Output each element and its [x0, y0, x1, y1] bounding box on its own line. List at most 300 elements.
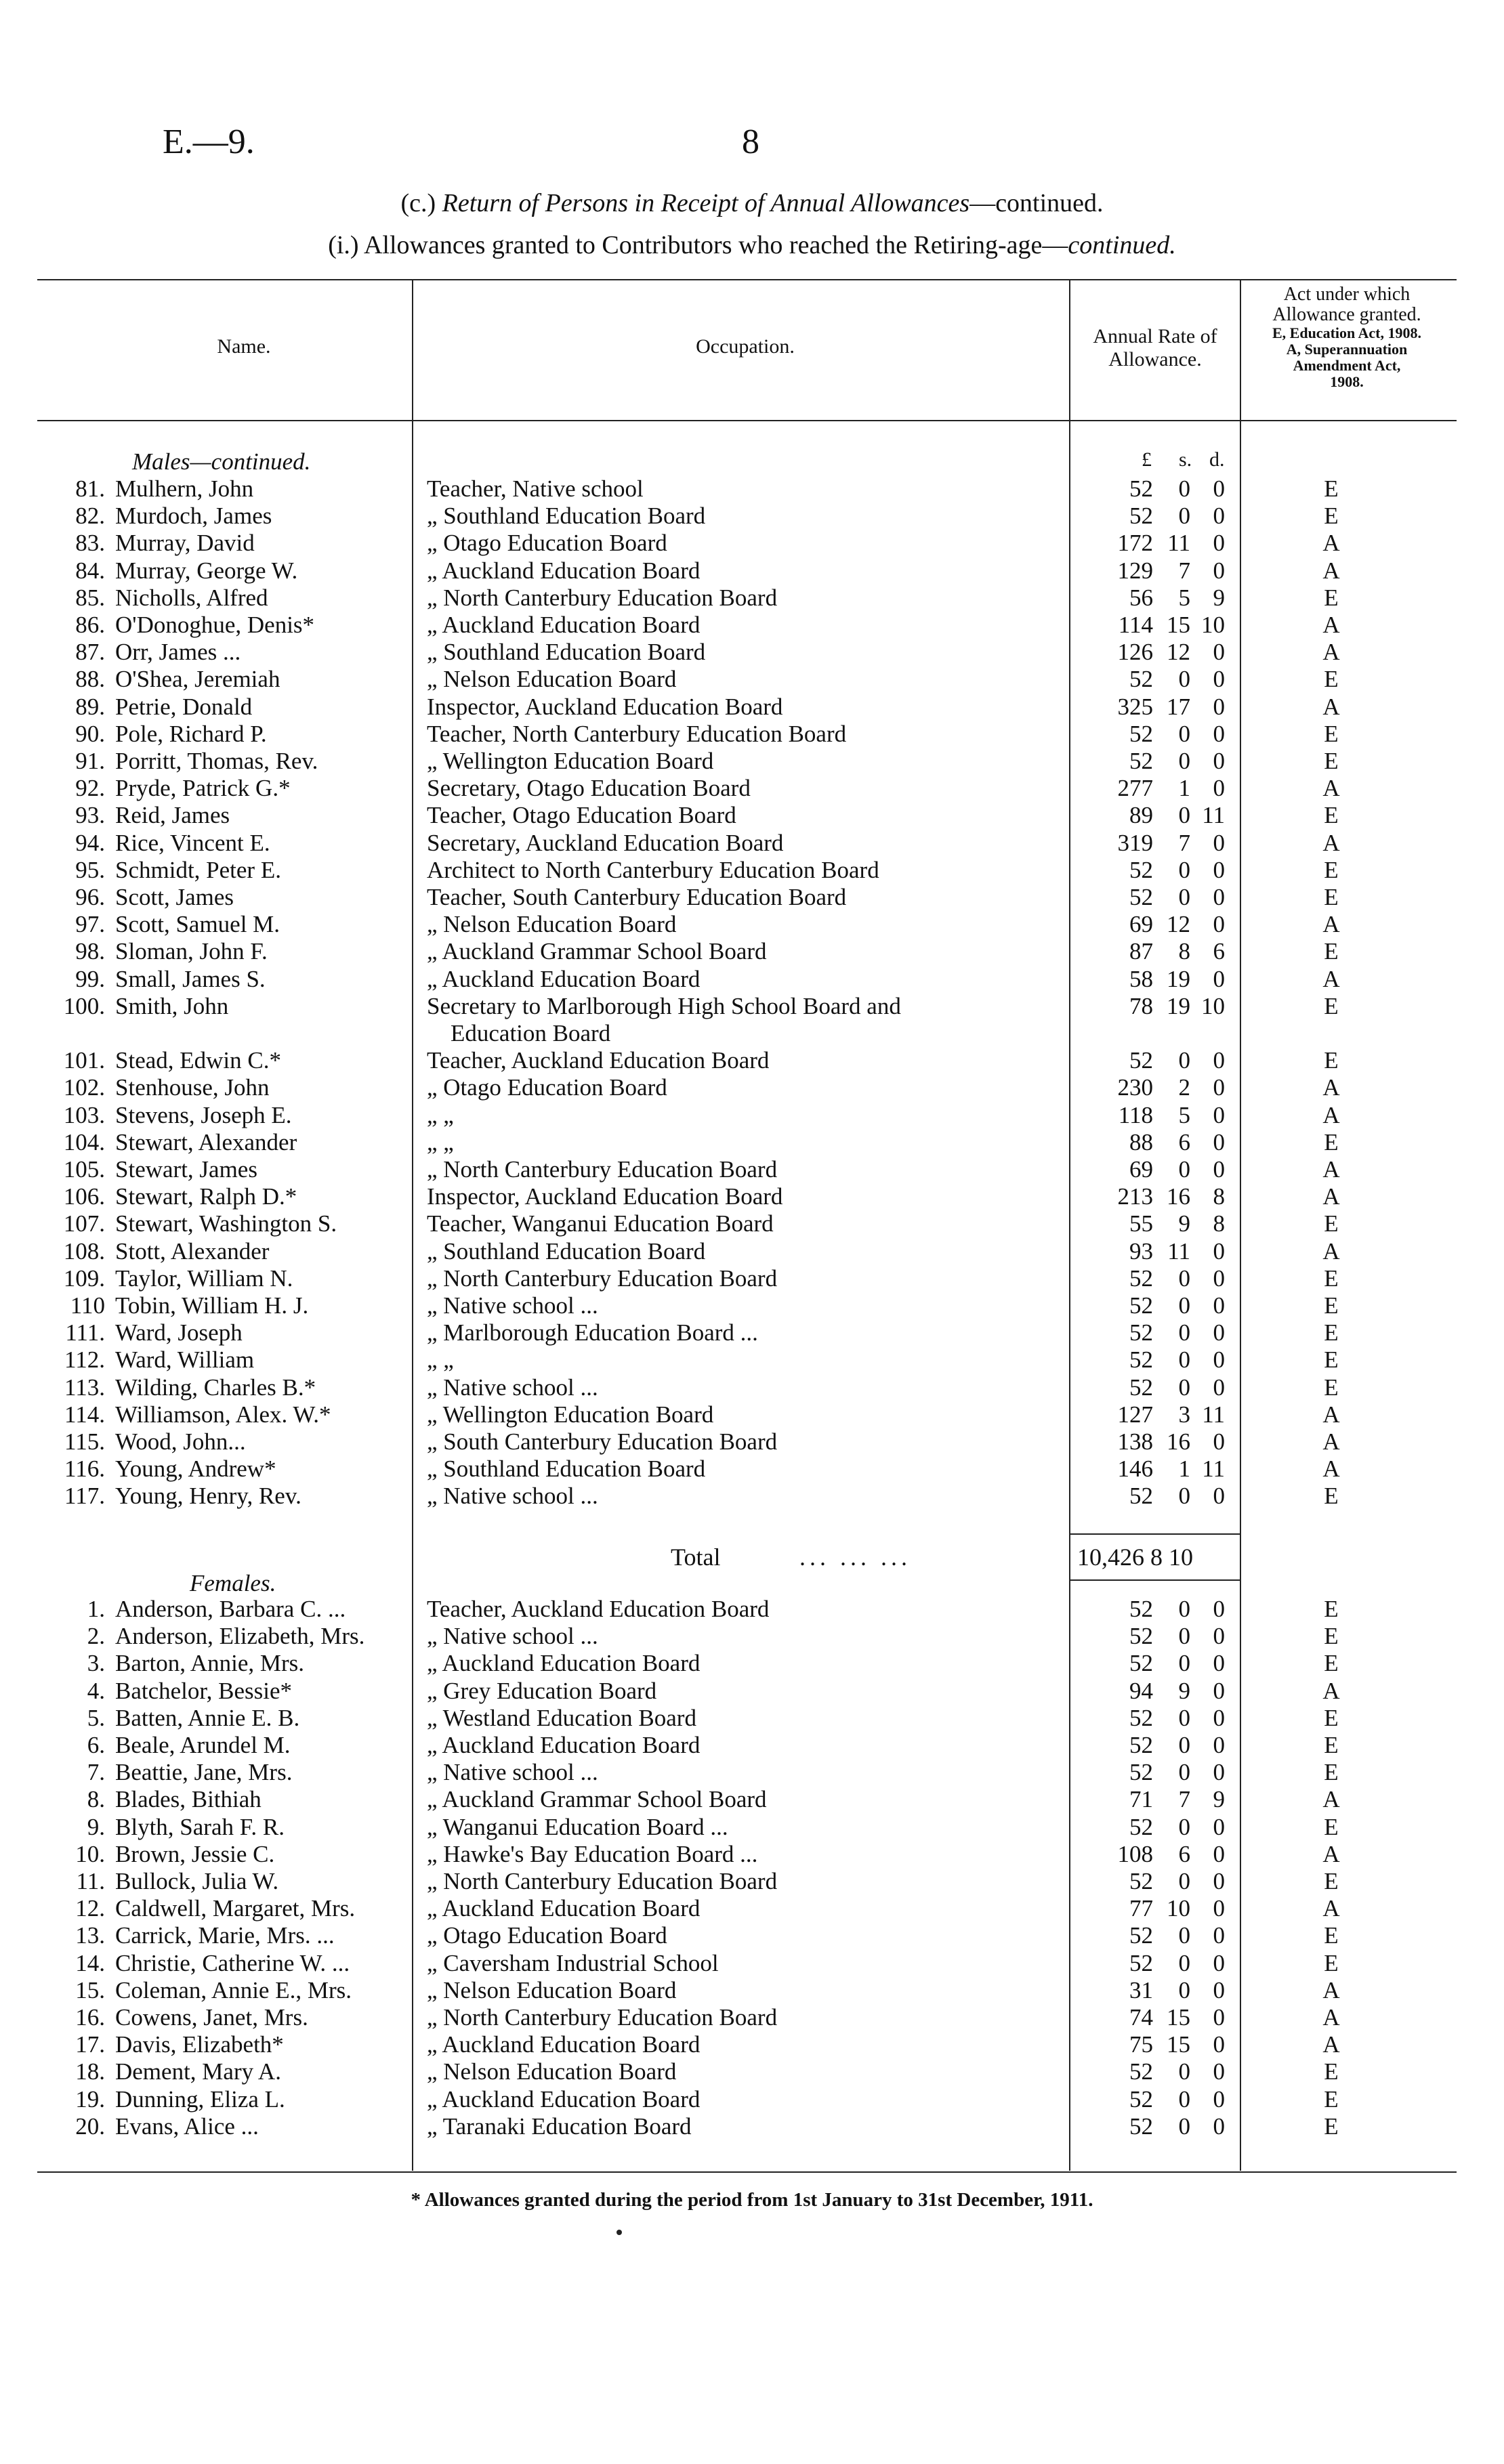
person-name: Stead, Edwin C.*	[115, 1047, 281, 1074]
table-row	[0, 1596, 1504, 1623]
person-name: Stewart, James	[115, 1156, 257, 1183]
row-number: 93.	[75, 802, 105, 829]
act-code: E	[1324, 1047, 1339, 1074]
person-name: Batten, Annie E. B.	[115, 1704, 300, 1731]
row-number: 90.	[75, 720, 105, 747]
occupation: „ North Canterbury Education Board	[427, 584, 778, 611]
allowance-pounds: 230	[1117, 1074, 1153, 1101]
allowance-pence: 0	[1213, 775, 1225, 802]
total-bottom-rule	[1070, 1579, 1240, 1581]
allowance-pence: 0	[1213, 666, 1225, 693]
allowance-shillings: 0	[1178, 1949, 1190, 1976]
allowance-pounds: 108	[1117, 1840, 1153, 1867]
occupation: „ Native school ...	[427, 1623, 598, 1650]
row-number: 106.	[63, 1183, 105, 1210]
occupation: Secretary to Marlborough High School Board and	[427, 992, 901, 1019]
occupation: Teacher, Native school	[427, 475, 644, 502]
row-number: 111.	[65, 1319, 105, 1346]
table-row	[0, 1456, 1504, 1483]
row-number: 94.	[75, 829, 105, 856]
person-name: Pole, Richard P.	[115, 720, 267, 747]
occupation: Teacher, Wanganui Education Board	[427, 1210, 774, 1237]
table-row	[0, 1868, 1504, 1895]
rate-header-line2: Allowance.	[1108, 348, 1202, 370]
allowance-pence: 0	[1213, 720, 1225, 747]
table-row	[0, 503, 1504, 530]
allowance-pence: 0	[1213, 1265, 1225, 1292]
allowance-pounds: 52	[1129, 1732, 1153, 1758]
allowance-shillings: 0	[1178, 503, 1190, 530]
act-code: E	[1324, 1374, 1339, 1401]
row-number: 97.	[75, 911, 105, 938]
table-row	[0, 911, 1504, 938]
allowance-pence: 10	[1201, 992, 1225, 1019]
column-header-occupation: Occupation.	[696, 335, 795, 358]
occupation: „ Southland Education Board	[427, 1237, 706, 1265]
table-row	[0, 639, 1504, 666]
person-name: Mulhern, John	[115, 475, 254, 502]
allowance-shillings: 0	[1178, 1319, 1190, 1346]
act-code: A	[1322, 911, 1340, 938]
act-code: A	[1322, 1895, 1340, 1922]
allowance-shillings: 17	[1167, 693, 1190, 720]
person-name: Caldwell, Margaret, Mrs.	[115, 1895, 356, 1922]
allowance-pence: 0	[1213, 1237, 1225, 1265]
person-name: Young, Andrew*	[115, 1456, 276, 1483]
allowance-shillings: 0	[1178, 1047, 1190, 1074]
allowance-pounds: 52	[1129, 2058, 1153, 2085]
occupation: „ Auckland Education Board	[427, 1732, 701, 1758]
row-number: 83.	[75, 530, 105, 557]
occupation: „ North Canterbury Education Board	[427, 2004, 778, 2031]
row-number: 102.	[63, 1074, 105, 1101]
row-number: 107.	[63, 1210, 105, 1237]
occupation: „ Auckland Education Board	[427, 965, 701, 992]
person-name: Brown, Jessie C.	[115, 1840, 275, 1867]
person-name: Stevens, Joseph E.	[115, 1101, 292, 1128]
act-code: A	[1322, 1840, 1340, 1867]
print-speck	[617, 2230, 622, 2235]
allowance-pence: 0	[1213, 884, 1225, 910]
allowance-pence: 0	[1213, 1428, 1225, 1455]
row-number: 109.	[63, 1265, 105, 1292]
person-name: Dement, Mary A.	[115, 2058, 281, 2085]
person-name: Nicholls, Alfred	[115, 584, 268, 611]
allowance-pounds: 52	[1129, 720, 1153, 747]
row-number: 17.	[75, 2031, 105, 2058]
row-number: 9.	[87, 1813, 105, 1840]
act-code: A	[1322, 1428, 1340, 1455]
table-row	[0, 666, 1504, 693]
act-code: A	[1322, 829, 1340, 856]
allowance-shillings: 19	[1167, 965, 1190, 992]
pounds-header: £	[1142, 448, 1152, 471]
act-code: A	[1322, 1677, 1340, 1704]
occupation: Architect to North Canterbury Education Board	[427, 856, 879, 883]
allowance-shillings: 0	[1178, 1596, 1190, 1622]
person-name: Blades, Bithiah	[115, 1786, 262, 1813]
allowance-pounds: 52	[1129, 2112, 1153, 2140]
table-row	[0, 802, 1504, 829]
allowance-pounds: 213	[1117, 1183, 1153, 1210]
allowance-shillings: 9	[1178, 1210, 1190, 1237]
allowance-pence: 0	[1213, 475, 1225, 502]
title-italic: Return of Persons in Receipt of Annual Allowances	[442, 189, 970, 217]
act-code: E	[1324, 856, 1339, 883]
allowance-shillings: 0	[1178, 475, 1190, 502]
occupation: „ Hawke's Bay Education Board ...	[427, 1840, 758, 1867]
title-suffix: —continued.	[969, 189, 1104, 217]
person-name: Evans, Alice ...	[115, 2112, 259, 2140]
allowance-pounds: 52	[1129, 1650, 1153, 1677]
allowance-pounds: 52	[1129, 1868, 1153, 1894]
occupation: „ Taranaki Education Board	[427, 2112, 692, 2140]
allowance-pounds: 78	[1129, 992, 1153, 1019]
person-name: Ward, Joseph	[115, 1319, 243, 1346]
row-number: 105.	[63, 1156, 105, 1183]
allowance-pence: 0	[1213, 1949, 1225, 1976]
occupation-continuation: Education Board	[451, 1020, 611, 1046]
act-code: A	[1322, 2004, 1340, 2031]
act-code: E	[1324, 1759, 1339, 1786]
person-name: Wood, John...	[115, 1428, 246, 1455]
allowance-shillings: 11	[1167, 530, 1190, 557]
person-name: Stott, Alexander	[115, 1237, 270, 1265]
allowance-pence: 0	[1213, 530, 1225, 557]
occupation: „ Nelson Education Board	[427, 666, 677, 693]
allowance-pence: 0	[1213, 1677, 1225, 1704]
allowance-pounds: 52	[1129, 1374, 1153, 1401]
allowance-shillings: 15	[1167, 612, 1190, 638]
page-number: 8	[742, 123, 759, 161]
person-name: Anderson, Barbara C. ...	[115, 1596, 346, 1622]
allowance-pence: 0	[1213, 1156, 1225, 1183]
allowance-pounds: 52	[1129, 1759, 1153, 1786]
occupation: Teacher, North Canterbury Education Board	[427, 720, 847, 747]
allowance-shillings: 0	[1178, 884, 1190, 910]
occupation: Teacher, Auckland Education Board	[427, 1596, 770, 1622]
occupation: „ Native school ...	[427, 1292, 598, 1319]
total-top-rule	[1070, 1533, 1240, 1535]
act-code: E	[1324, 503, 1339, 530]
row-number: 15.	[75, 1976, 105, 2003]
act-code: E	[1324, 1704, 1339, 1731]
occupation: „ Southland Education Board	[427, 639, 706, 666]
table-row	[0, 1265, 1504, 1292]
row-number: 4.	[87, 1677, 105, 1704]
allowance-shillings: 0	[1178, 1922, 1190, 1949]
allowance-shillings: 0	[1178, 1732, 1190, 1758]
allowance-pounds: 52	[1129, 748, 1153, 774]
column-header-name: Name.	[217, 335, 271, 358]
person-name: Petrie, Donald	[115, 693, 253, 720]
person-name: Scott, Samuel M.	[115, 911, 280, 938]
table-subtitle	[0, 230, 1504, 260]
row-number: 14.	[75, 1949, 105, 1976]
person-name: Ward, William	[115, 1346, 255, 1374]
total-leader-dots: ... ... ...	[799, 1544, 911, 1571]
allowance-pence: 0	[1213, 1596, 1225, 1622]
occupation: Teacher, Auckland Education Board	[427, 1047, 770, 1074]
allowance-pounds: 87	[1129, 938, 1153, 965]
allowance-pounds: 52	[1129, 2085, 1153, 2112]
allowance-pence: 0	[1213, 2112, 1225, 2140]
allowance-shillings: 16	[1167, 1183, 1190, 1210]
person-name: Dunning, Eliza L.	[115, 2085, 285, 2112]
person-name: Murray, George W.	[115, 557, 298, 584]
row-number: 16.	[75, 2004, 105, 2031]
table-row	[0, 1678, 1504, 1705]
allowance-shillings: 1	[1178, 1456, 1190, 1483]
act-code: E	[1324, 802, 1339, 829]
total-value: 10,426 8 10	[1077, 1544, 1193, 1571]
allowance-pence: 11	[1202, 1401, 1225, 1428]
allowance-pence: 0	[1213, 1374, 1225, 1401]
table-row	[0, 1183, 1504, 1210]
occupation: Secretary, Otago Education Board	[427, 775, 751, 802]
allowance-shillings: 5	[1178, 1101, 1190, 1128]
person-name: Young, Henry, Rev.	[115, 1483, 301, 1510]
allowance-pence: 0	[1213, 1623, 1225, 1650]
allowance-pence: 0	[1213, 1650, 1225, 1677]
allowance-pence: 0	[1213, 1976, 1225, 2003]
act-code: A	[1322, 557, 1340, 584]
table-row	[0, 1401, 1504, 1428]
allowance-pence: 0	[1213, 1346, 1225, 1374]
table-row	[0, 1047, 1504, 1074]
row-number: 99.	[75, 965, 105, 992]
allowance-pounds: 55	[1129, 1210, 1153, 1237]
occupation: „ Otago Education Board	[427, 530, 667, 557]
allowance-pounds: 172	[1117, 530, 1153, 557]
table-row	[0, 2113, 1504, 2140]
occupation: „ Westland Education Board	[427, 1704, 696, 1731]
allowance-shillings: 15	[1167, 2031, 1190, 2058]
total-label: Total	[671, 1544, 721, 1571]
act-code: E	[1324, 584, 1339, 611]
allowance-pounds: 52	[1129, 1265, 1153, 1292]
allowance-shillings: 0	[1178, 1759, 1190, 1786]
act-code: A	[1322, 1401, 1340, 1428]
occupation: „ Auckland Education Board	[427, 2031, 701, 2058]
act-code: A	[1322, 1456, 1340, 1483]
allowance-pounds: 325	[1117, 693, 1153, 720]
allowance-pence: 0	[1213, 1840, 1225, 1867]
occupation: „ Nelson Education Board	[427, 911, 677, 938]
act-code: E	[1324, 1949, 1339, 1976]
footnote: * Allowances granted during the period from 1st January to 31st December, 1911.	[411, 2189, 1093, 2211]
person-name: Taylor, William N.	[115, 1265, 293, 1292]
table-row-continuation	[0, 1020, 1504, 1047]
row-number: 82.	[75, 503, 105, 530]
person-name: Barton, Annie, Mrs.	[115, 1650, 305, 1677]
person-name: Blyth, Sarah F. R.	[115, 1813, 285, 1840]
allowance-pence: 0	[1213, 1868, 1225, 1894]
subtitle-text: (i.) Allowances granted to Contributors who reached the Retiring-age—	[328, 231, 1068, 259]
act-header-line6: 1908.	[1330, 373, 1364, 390]
allowance-shillings: 10	[1167, 1895, 1190, 1922]
act-code: A	[1322, 1786, 1340, 1813]
row-number: 117.	[64, 1483, 105, 1510]
allowance-shillings: 7	[1178, 557, 1190, 584]
allowance-pounds: 58	[1129, 965, 1153, 992]
allowance-shillings: 0	[1178, 1868, 1190, 1894]
person-name: Beattie, Jane, Mrs.	[115, 1759, 293, 1786]
allowance-pence: 0	[1213, 748, 1225, 774]
table-row	[0, 1102, 1504, 1129]
allowance-pence: 0	[1213, 911, 1225, 938]
section-heading-males: Males—continued.	[132, 448, 311, 475]
row-number: 5.	[87, 1704, 105, 1731]
shillings-header: s.	[1179, 448, 1192, 471]
allowance-pounds: 52	[1129, 1047, 1153, 1074]
allowance-shillings: 0	[1178, 1346, 1190, 1374]
occupation: „ Wellington Education Board	[427, 1401, 714, 1428]
person-name: Rice, Vincent E.	[115, 829, 270, 856]
occupation: „ South Canterbury Education Board	[427, 1428, 778, 1455]
allowance-pounds: 71	[1129, 1786, 1153, 1813]
person-name: Stenhouse, John	[115, 1074, 270, 1101]
allowance-shillings: 5	[1178, 584, 1190, 611]
allowance-shillings: 0	[1178, 1483, 1190, 1510]
table-row	[0, 1786, 1504, 1813]
allowance-pence: 0	[1213, 1101, 1225, 1128]
act-code: E	[1324, 748, 1339, 774]
allowance-pounds: 88	[1129, 1128, 1153, 1155]
table-row	[0, 1705, 1504, 1732]
table-row	[0, 694, 1504, 721]
person-name: Stewart, Washington S.	[115, 1210, 337, 1237]
allowance-pounds: 69	[1129, 911, 1153, 938]
row-number: 114.	[64, 1401, 105, 1428]
allowance-shillings: 3	[1178, 1401, 1190, 1428]
doc-reference: E.—9.	[163, 123, 255, 161]
allowance-pence: 0	[1213, 1922, 1225, 1949]
allowance-pence: 11	[1202, 802, 1225, 829]
row-number: 84.	[75, 557, 105, 584]
allowance-pence: 0	[1213, 1759, 1225, 1786]
row-number: 11.	[76, 1868, 105, 1894]
row-number: 91.	[75, 748, 105, 774]
act-code: A	[1322, 2031, 1340, 2058]
act-code: E	[1324, 1596, 1339, 1622]
occupation: „ Southland Education Board	[427, 503, 706, 530]
allowance-pence: 6	[1213, 938, 1225, 965]
act-header-line4: A, Superannuation	[1286, 341, 1408, 358]
person-name: Scott, James	[115, 884, 234, 910]
act-code: E	[1324, 1813, 1339, 1840]
allowance-shillings: 12	[1167, 639, 1190, 666]
allowance-pounds: 52	[1129, 1483, 1153, 1510]
allowance-shillings: 0	[1178, 1976, 1190, 2003]
person-name: Stewart, Alexander	[115, 1128, 297, 1155]
person-name: Schmidt, Peter E.	[115, 856, 281, 883]
allowance-pounds: 31	[1129, 1976, 1153, 2003]
table-row	[0, 585, 1504, 612]
allowance-pounds: 74	[1129, 2004, 1153, 2031]
occupation: „ Nelson Education Board	[427, 2058, 677, 2085]
occupation: „ Auckland Grammar School Board	[427, 1786, 767, 1813]
act-code: A	[1322, 530, 1340, 557]
allowance-pounds: 56	[1129, 584, 1153, 611]
occupation: „ Grey Education Board	[427, 1677, 657, 1704]
row-number: 108.	[63, 1237, 105, 1265]
person-name: Christie, Catherine W. ...	[115, 1949, 350, 1976]
table-row	[0, 1922, 1504, 1949]
row-number: 10.	[75, 1840, 105, 1867]
row-number: 7.	[87, 1759, 105, 1786]
allowance-pence: 0	[1213, 856, 1225, 883]
allowance-pounds: 52	[1129, 666, 1153, 693]
allowance-pounds: 126	[1117, 639, 1153, 666]
allowance-shillings: 1	[1178, 775, 1190, 802]
allowance-pence: 0	[1213, 639, 1225, 666]
allowance-pence: 0	[1213, 1483, 1225, 1510]
allowance-pounds: 52	[1129, 1596, 1153, 1622]
row-number: 6.	[87, 1732, 105, 1758]
act-code: E	[1324, 1650, 1339, 1677]
person-name: Bullock, Julia W.	[115, 1868, 279, 1894]
row-number: 98.	[75, 938, 105, 965]
allowance-shillings: 7	[1178, 829, 1190, 856]
person-name: O'Donoghue, Denis*	[115, 612, 315, 638]
row-number: 13.	[75, 1922, 105, 1949]
person-name: Murdoch, James	[115, 503, 272, 530]
table-row	[0, 2086, 1504, 2113]
allowance-pounds: 319	[1117, 829, 1153, 856]
table-title	[0, 188, 1504, 218]
table-row	[0, 1732, 1504, 1759]
occupation: „ Nelson Education Board	[427, 1976, 677, 2003]
allowance-shillings: 0	[1178, 2058, 1190, 2085]
occupation: „ Auckland Education Board	[427, 1650, 701, 1677]
allowance-pence: 0	[1213, 2058, 1225, 2085]
allowance-pounds: 129	[1117, 557, 1153, 584]
row-number: 88.	[75, 666, 105, 693]
table-row	[0, 993, 1504, 1020]
row-number: 112.	[64, 1346, 105, 1374]
allowance-pence: 0	[1213, 1074, 1225, 1101]
act-code: E	[1324, 1210, 1339, 1237]
rate-header-line1: Annual Rate of	[1093, 325, 1217, 347]
allowance-shillings: 19	[1167, 992, 1190, 1019]
table-row	[0, 1292, 1504, 1319]
allowance-pence: 0	[1213, 2004, 1225, 2031]
person-name: Williamson, Alex. W.*	[115, 1401, 331, 1428]
occupation: „ „	[427, 1101, 454, 1128]
allowance-pounds: 52	[1129, 1319, 1153, 1346]
allowance-shillings: 0	[1178, 720, 1190, 747]
allowance-pounds: 52	[1129, 1949, 1153, 1976]
table-row	[0, 1895, 1504, 1922]
act-code: E	[1324, 1732, 1339, 1758]
act-header-line3: E, Education Act, 1908.	[1272, 324, 1422, 341]
occupation: „ North Canterbury Education Board	[427, 1868, 778, 1894]
occupation: „ Marlborough Education Board ...	[427, 1319, 758, 1346]
occupation: „ „	[427, 1346, 454, 1374]
allowance-pence: 0	[1213, 1895, 1225, 1922]
allowance-shillings: 0	[1178, 1374, 1190, 1401]
person-name: O'Shea, Jeremiah	[115, 666, 280, 693]
row-number: 18.	[75, 2058, 105, 2085]
occupation: „ Otago Education Board	[427, 1074, 667, 1101]
act-code: E	[1324, 1868, 1339, 1894]
table-top-rule	[37, 279, 1457, 280]
occupation: Inspector, Auckland Education Board	[427, 693, 783, 720]
row-number: 100.	[63, 992, 105, 1019]
person-name: Sloman, John F.	[115, 938, 268, 965]
person-name: Cowens, Janet, Mrs.	[115, 2004, 308, 2031]
